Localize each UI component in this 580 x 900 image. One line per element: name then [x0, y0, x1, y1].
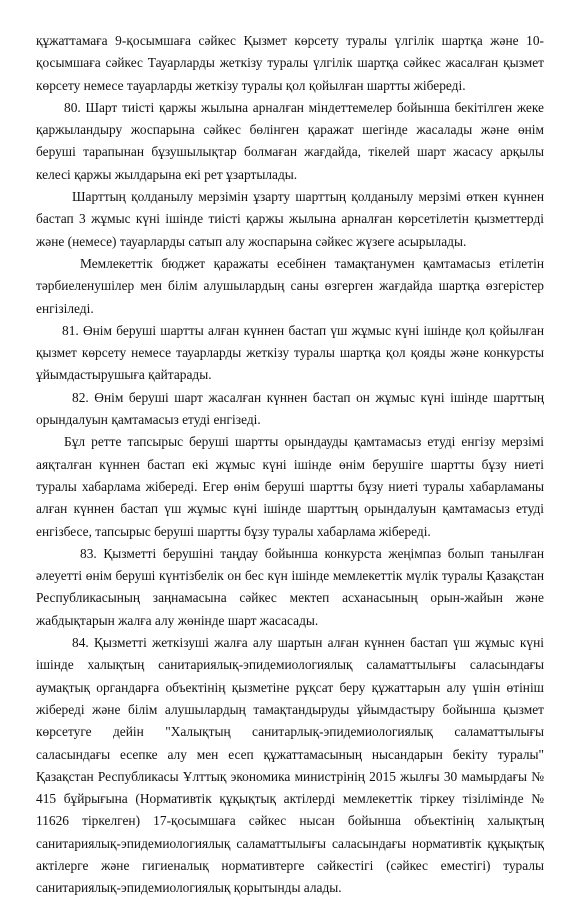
paragraph-continuation: құжаттамаға 9-қосымшаға сәйкес Қызмет көрсету туралы үлгілік шартқа және 10-қосымшаға сәйкес Тауарларды жеткізу туралы үлгілік шартқа сәйкес жасалған қызмет көрсету немесе тауарларды жеткізу туралы қол қойылған шартты жібереді. — [36, 33, 544, 93]
paragraph-84: 84. Қызметті жеткізуші жалға алу шартын алған күннен бастап үш жұмыс күні ішінде халықтың санитариялық-эпидемиологиялық саламаттылығы саласындағы аумақтық органдарға объектінің қызметіне рұқсат беру құжаттарын алу үшін өтініш жібереді және білім алушылардың тамақтандыруды ұйымдастыру бойынша қызмет көрсетуге дейін "Халықтың санитарлық-эпидемиологиялық саламаттылығы саласындағы есепке алу мен есеп құжаттамасының нысандарын бекіту туралы" Қазақстан Республикасы Ұлттық экономика министрінің 2015 жылғы 30 мамырдағы № 415 бұйрығына (Нормативтік құқықтық актілерді мемлекеттік тіркеу тізілімінде № 11626 тіркелген) 17-қосымшаға сәйкес нысан бойынша объектінің халықтың санитариялық-эпидемиологиялық саламаттылығы саласындағы нормативтік құқықтық актілерге және гигиеналық нормативтерге сәйкестігі (сәйкес еместігі) туралы санитариялық-эпидемиологиялық қорытынды алады. — [36, 635, 544, 896]
paragraph-83: 83. Қызметті берушіні таңдау бойынша конкурста жеңімпаз болып танылған әлеуетті өнім беруші күнтізбелік он бес күн ішінде мемлекеттік мүлік туралы Қазақстан Республикасының заңнамасына сәйкес мектеп асханасының орын-жайын және жабдықтарын жалға алу жөнінде шарт жасасады. — [36, 545, 544, 628]
paragraph-80-budget: Мемлекеттік бюджет қаражаты есебінен тамақтанумен қамтамасыз етілетін тәрбиеленушілер мен білім алушылардың саны өзгерген жағдайда шартқа өзгерістер енгізіледі. — [36, 255, 544, 316]
paragraph-81: 81. Өнім беруші шартты алған күннен бастап үш жұмыс күні ішінде қол қойылған қызмет көрсету немесе тауарларды жеткізу туралы шартқа қол қояды және конкурсты ұйымдастырушыға қайтарады. — [36, 322, 544, 383]
paragraph-80-extension: Шарттың қолданылу мерзімін ұзарту шарттың қолданылу мерзімі өткен күннен бастап 3 жұмыс күні ішінде тиісті қаржы жылына арналған көрсетілетін қызметтерді және (немесе) тауарларды сатып алу жоспарына сәйкес жүзеге асырылады. — [36, 189, 544, 249]
paragraph-82-notice: Бұл ретте тапсырыс беруші шартты орындауды қамтамасыз етуді енгізу мерзімі аяқталған күннен бастап екі жұмыс күні ішінде өнім берушіге шартты бұзу ниеті туралы хабарлама жібереді. Егер өнім беруші шартты бұзу ниеті туралы хабарламаны алған күннен бастап үш жұмыс күні ішінде шарттың орындалуын қамтамасыз етуді енгізбесе, тапсырыс беруші шартты бұзу туралы хабарлама жібереді. — [36, 434, 544, 539]
paragraph-80: 80. Шарт тиісті қаржы жылына арналған міндеттемелер бойынша бекітілген жеке қаржыландыру жоспарына сәйкес бөлінген қаражат шегінде жасалады және өнім беруші тарапынан бұзушылықтар болмаған жағдайда, тікелей шарт жасасу арқылы келесі қаржы жылдарына екі рет ұзартылады. — [36, 99, 544, 182]
paragraph-82: 82. Өнім беруші шарт жасалған күннен бастап он жұмыс күні ішінде шарттың орындалуын қамтамасыз етуді енгізеді. — [36, 389, 544, 428]
